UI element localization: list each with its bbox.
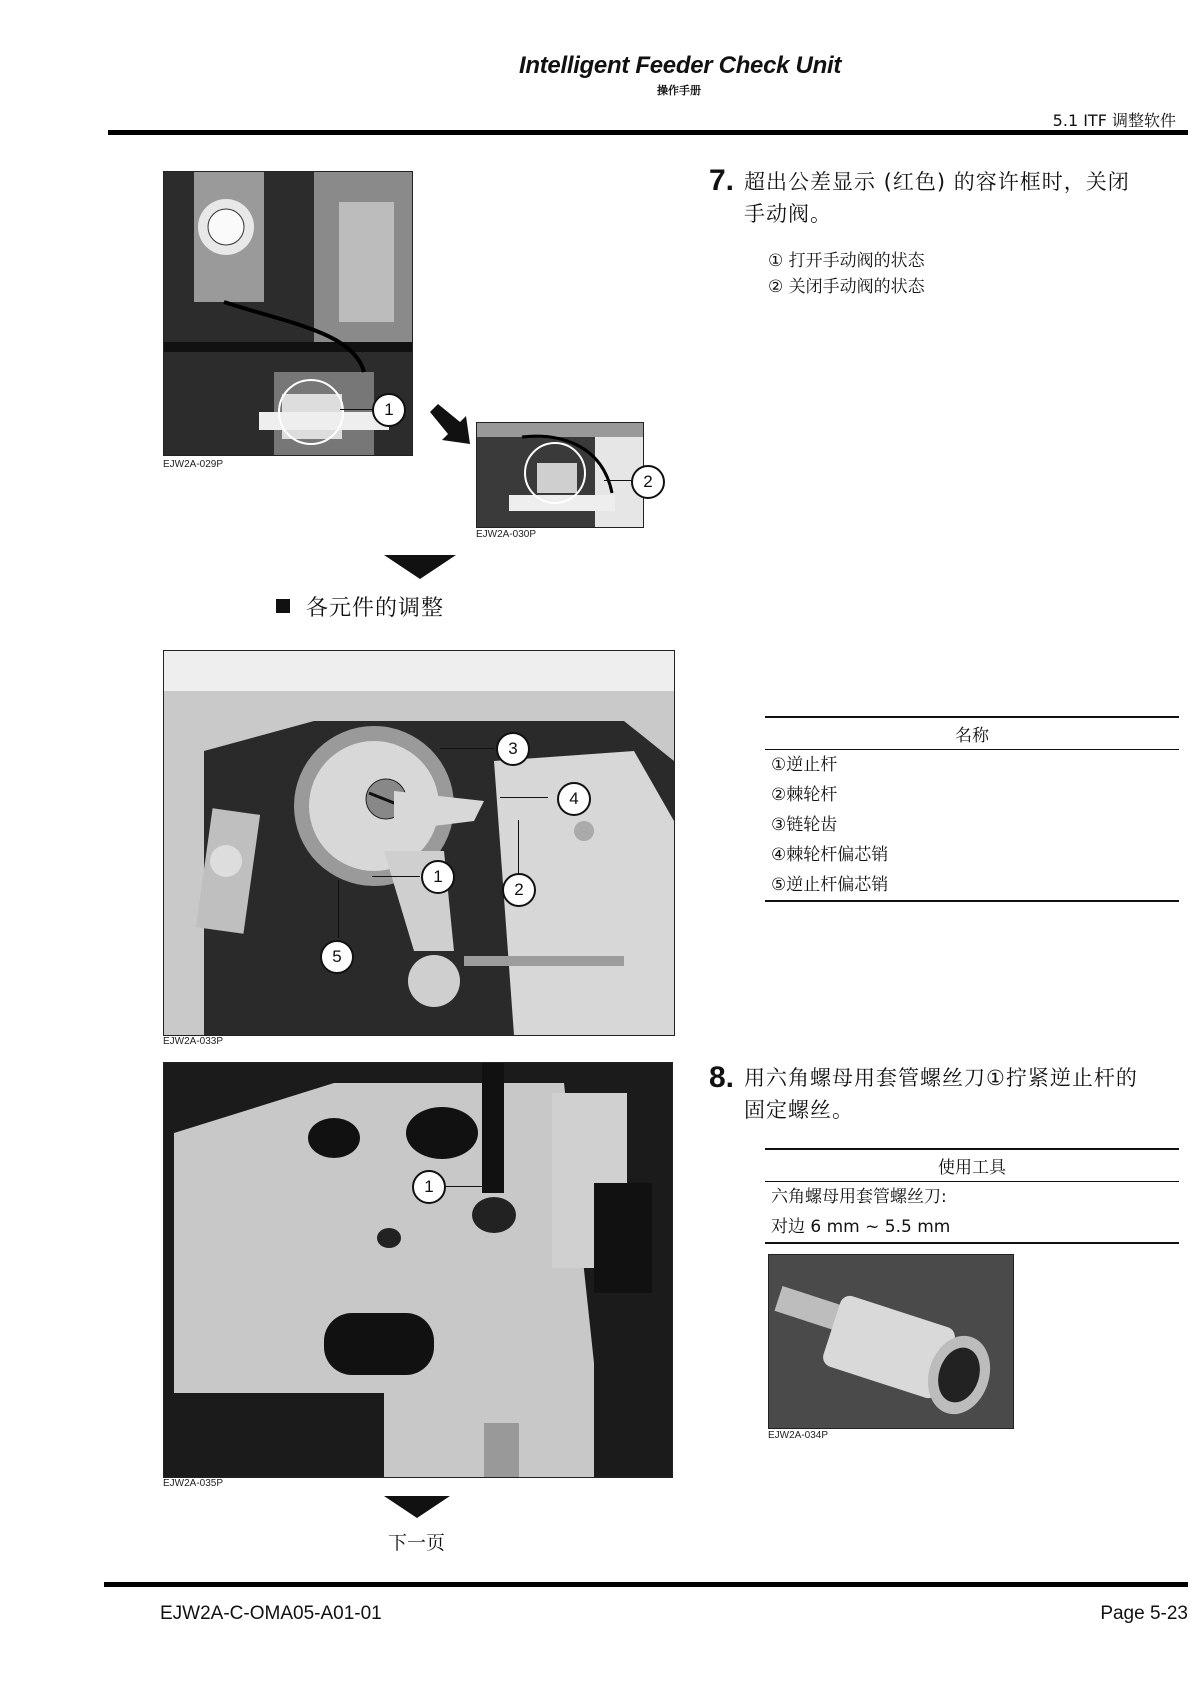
table-row: ①逆止杆	[771, 755, 838, 775]
square-bullet-icon	[276, 599, 290, 613]
parts-table-header: 名称	[765, 718, 1179, 750]
callout-1: 1	[412, 1170, 446, 1204]
state-item-open: ① 打开手动阀的状态	[768, 251, 925, 271]
section-label: 5.1 ITF 调整软件	[1052, 111, 1176, 130]
header-rule	[108, 130, 1188, 135]
table-row: ④棘轮杆偏芯销	[771, 845, 889, 865]
page-number: Page 5-23	[1100, 1603, 1188, 1624]
callout-1: 1	[421, 860, 455, 894]
document-subtitle: 操作手册	[657, 84, 701, 97]
callout-2: 2	[631, 465, 665, 499]
callout-1: 1	[372, 393, 406, 427]
down-arrow-icon	[384, 555, 456, 579]
callout-2: 2	[502, 873, 536, 907]
footer-rule	[104, 1582, 1188, 1587]
step-7-states	[768, 248, 925, 300]
step-8-line-1: 用六角螺母用套管螺丝刀①拧紧逆止杆的	[744, 1066, 1138, 1090]
figure-caption: EJW2A-035P	[163, 1478, 224, 1489]
callout-4: 4	[557, 782, 591, 816]
callout-3: 3	[496, 732, 530, 766]
tools-table	[765, 1148, 1179, 1244]
table-row: ⑤逆止杆偏芯销	[771, 875, 889, 895]
figure-caption: EJW2A-030P	[476, 529, 537, 540]
figure-caption: EJW2A-029P	[163, 459, 224, 470]
next-page-label: 下一页	[388, 1532, 446, 1554]
step-8-line-2: 固定螺丝。	[744, 1098, 854, 1122]
step-7-number: 7.	[709, 164, 735, 197]
section-heading: 各元件的调整	[276, 591, 444, 622]
arrow-icon	[426, 404, 474, 446]
tools-table-header: 使用工具	[765, 1150, 1179, 1182]
step-7-line-1: 超出公差显示 (红色) 的容许框时，关闭	[744, 170, 1130, 194]
step-8-number: 8.	[709, 1061, 735, 1094]
document-title: Intelligent Feeder Check Unit	[518, 52, 842, 79]
callout-5: 5	[320, 940, 354, 974]
document-id: EJW2A-C-OMA05-A01-01	[160, 1603, 382, 1624]
step-7-line-2: 手动阀。	[744, 202, 832, 226]
photo-socket-tool	[768, 1254, 1014, 1429]
table-row: 对边 6 mm ~ 5.5 mm	[771, 1217, 951, 1237]
table-row: 六角螺母用套管螺丝刀:	[771, 1187, 947, 1207]
photo-socket-driver-tightening	[163, 1062, 673, 1478]
figure-caption: EJW2A-033P	[163, 1036, 224, 1047]
down-arrow-icon	[384, 1496, 450, 1518]
table-row: ②棘轮杆	[771, 785, 838, 805]
parts-table	[765, 716, 1179, 902]
figure-caption: EJW2A-034P	[768, 1430, 829, 1441]
table-row: ③链轮齿	[771, 815, 838, 835]
photo-manual-valve-closed	[476, 422, 644, 528]
photo-ratchet-mechanism	[163, 650, 675, 1036]
state-item-closed: ② 关闭手动阀的状态	[768, 277, 925, 297]
